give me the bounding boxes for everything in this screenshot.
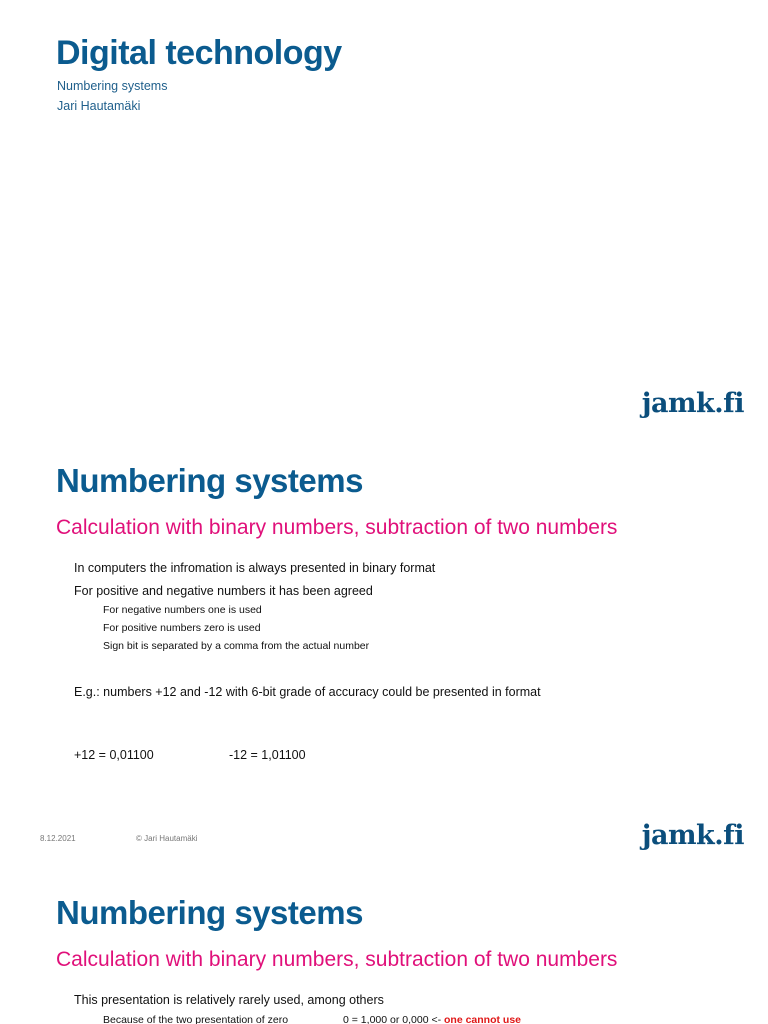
body-subline: For positive numbers zero is used — [103, 622, 261, 634]
title-slide — [0, 0, 768, 432]
example-text: E.g.: numbers +12 and -12 with 6-bit grade of accuracy could be presented in format — [74, 685, 541, 699]
slide-subheading: Calculation with binary numbers, subtraction of two numbers — [56, 516, 618, 539]
footer-date: 8.12.2021 — [40, 834, 76, 843]
jamk-logo: jamk.fi — [641, 388, 744, 419]
body-subline — [343, 1014, 521, 1024]
presentation-subtitle: Numbering systems — [57, 79, 168, 93]
slide-subheading: Calculation with binary numbers, subtraction of two numbers — [56, 948, 618, 971]
slide-heading: Numbering systems — [56, 462, 363, 499]
body-line: In computers the infromation is always presented in binary format — [74, 561, 436, 575]
example-negative: -12 = 1,01100 — [229, 748, 306, 762]
jamk-logo: jamk.fi — [641, 820, 744, 851]
body-subline: Because of the two presentation of zero — [103, 1014, 289, 1024]
presentation-author: Jari Hautamäki — [57, 99, 141, 113]
body-subline: Sign bit is separated by a comma from the actual number — [103, 640, 370, 652]
footer-author: © Jari Hautamäki — [136, 834, 198, 843]
content-slide-2 — [0, 864, 768, 1024]
content-slide-1 — [0, 432, 768, 864]
body-subline: For negative numbers one is used — [103, 604, 262, 616]
slide-heading: Numbering systems — [56, 894, 363, 931]
body-line: For positive and negative numbers it has been agreed — [74, 584, 373, 598]
body-line: This presentation is relatively rarely used, among others — [74, 993, 384, 1007]
zero-representations: 0 = 1,000 or 0,000 <- — [343, 1014, 444, 1024]
example-positive: +12 = 0,01100 — [74, 748, 154, 762]
presentation-title: Digital technology — [56, 34, 342, 72]
warning-text: one cannot use — [444, 1014, 522, 1024]
